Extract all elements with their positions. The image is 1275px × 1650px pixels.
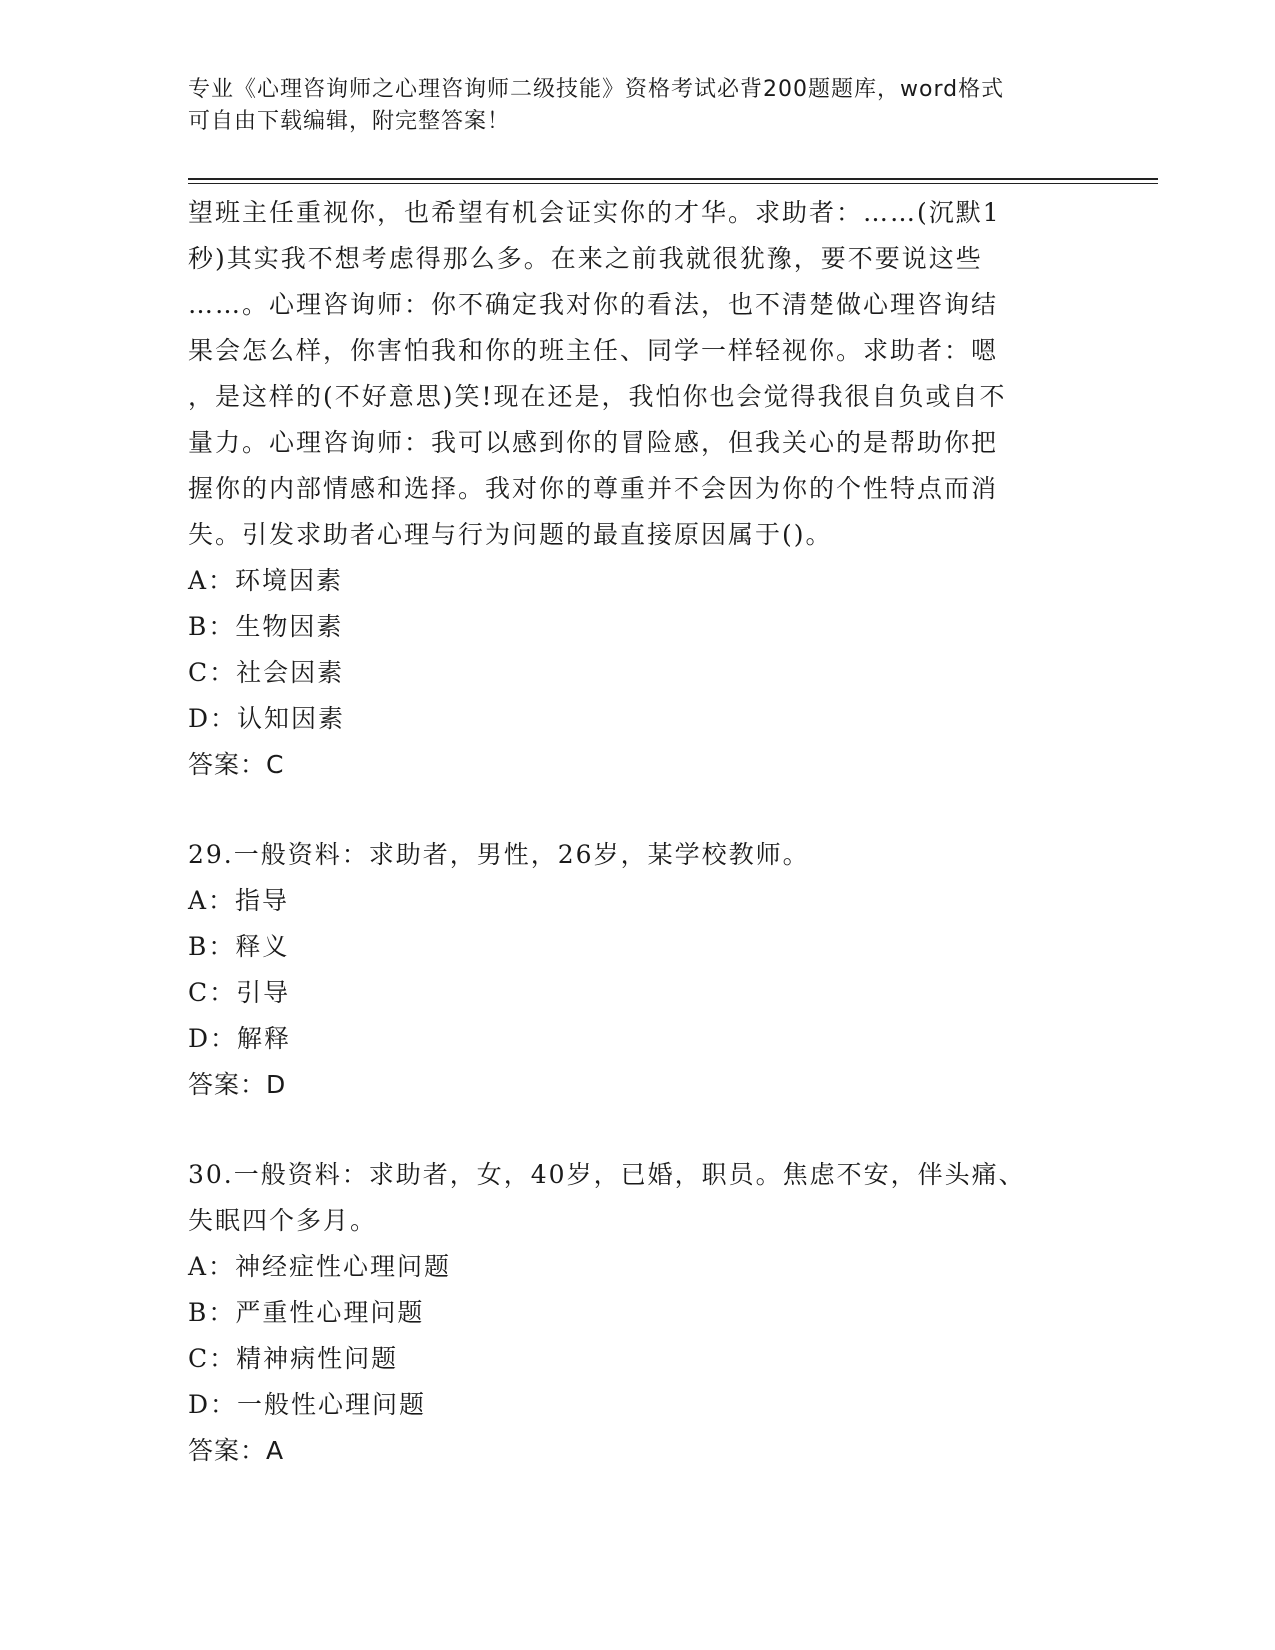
- question-text-line: 秒)其实我不想考虑得那么多。在来之前我就很犹豫，要不要说这些: [188, 244, 983, 273]
- question-text-line: 30.一般资料：求助者，女，40岁，已婚，职员。焦虑不安，伴头痛、: [188, 1160, 1026, 1189]
- question-spacer: [188, 788, 1088, 832]
- question-29: [188, 832, 1088, 1108]
- answer-line: 答案：A: [188, 1436, 285, 1465]
- question-text-line: 失眠四个多月。: [188, 1206, 378, 1235]
- answer-line: 答案：C: [188, 750, 285, 779]
- option-d: D：认知因素: [188, 704, 346, 733]
- page-header: [188, 74, 1088, 138]
- header-title-line-2: 可自由下载编辑，附完整答案！: [188, 109, 511, 134]
- answer-line: 答案：D: [188, 1070, 287, 1099]
- header-title-line-1: 专业《心理咨询师之心理咨询师二级技能》资格考试必背200题题库，word格式: [188, 77, 1005, 102]
- option-a: A：神经症性心理问题: [188, 1252, 452, 1281]
- question-text-line: 果会怎么样，你害怕我和你的班主任、同学一样轻视你。求助者：嗯: [188, 336, 999, 365]
- question-text-line: 量力。心理咨询师：我可以感到你的冒险感，但我关心的是帮助你把: [188, 428, 999, 457]
- option-c: C：引导: [188, 978, 291, 1007]
- option-c: C：精神病性问题: [188, 1344, 399, 1373]
- question-text-line: 望班主任重视你，也希望有机会证实你的才华。求助者：……(沉默1: [188, 198, 1001, 227]
- question-28: [188, 190, 1088, 788]
- option-b: B：释义: [188, 932, 290, 961]
- question-text-line: 握你的内部情感和选择。我对你的尊重并不会因为你的个性特点而消: [188, 474, 999, 503]
- document-body: [188, 190, 1088, 1474]
- question-spacer: [188, 1108, 1088, 1152]
- option-a: A：指导: [188, 886, 290, 915]
- header-divider-thin: [188, 183, 1158, 184]
- header-divider-thick: [188, 178, 1158, 180]
- option-d: D：解释: [188, 1024, 292, 1053]
- option-c: C：社会因素: [188, 658, 345, 687]
- option-b: B：严重性心理问题: [188, 1298, 425, 1327]
- question-text-line: ……。心理咨询师：你不确定我对你的看法，也不清楚做心理咨询结: [188, 290, 999, 319]
- question-text-line: ，是这样的(不好意思)笑!现在还是，我怕你也会觉得我很自负或自不: [188, 382, 1007, 411]
- question-text-line: 失。引发求助者心理与行为问题的最直接原因属于()。: [188, 520, 833, 549]
- option-a: A：环境因素: [188, 566, 344, 595]
- option-b: B：生物因素: [188, 612, 344, 641]
- option-d: D：一般性心理问题: [188, 1390, 427, 1419]
- question-30: [188, 1152, 1088, 1474]
- question-text-line: 29.一般资料：求助者，男性，26岁，某学校教师。: [188, 840, 810, 869]
